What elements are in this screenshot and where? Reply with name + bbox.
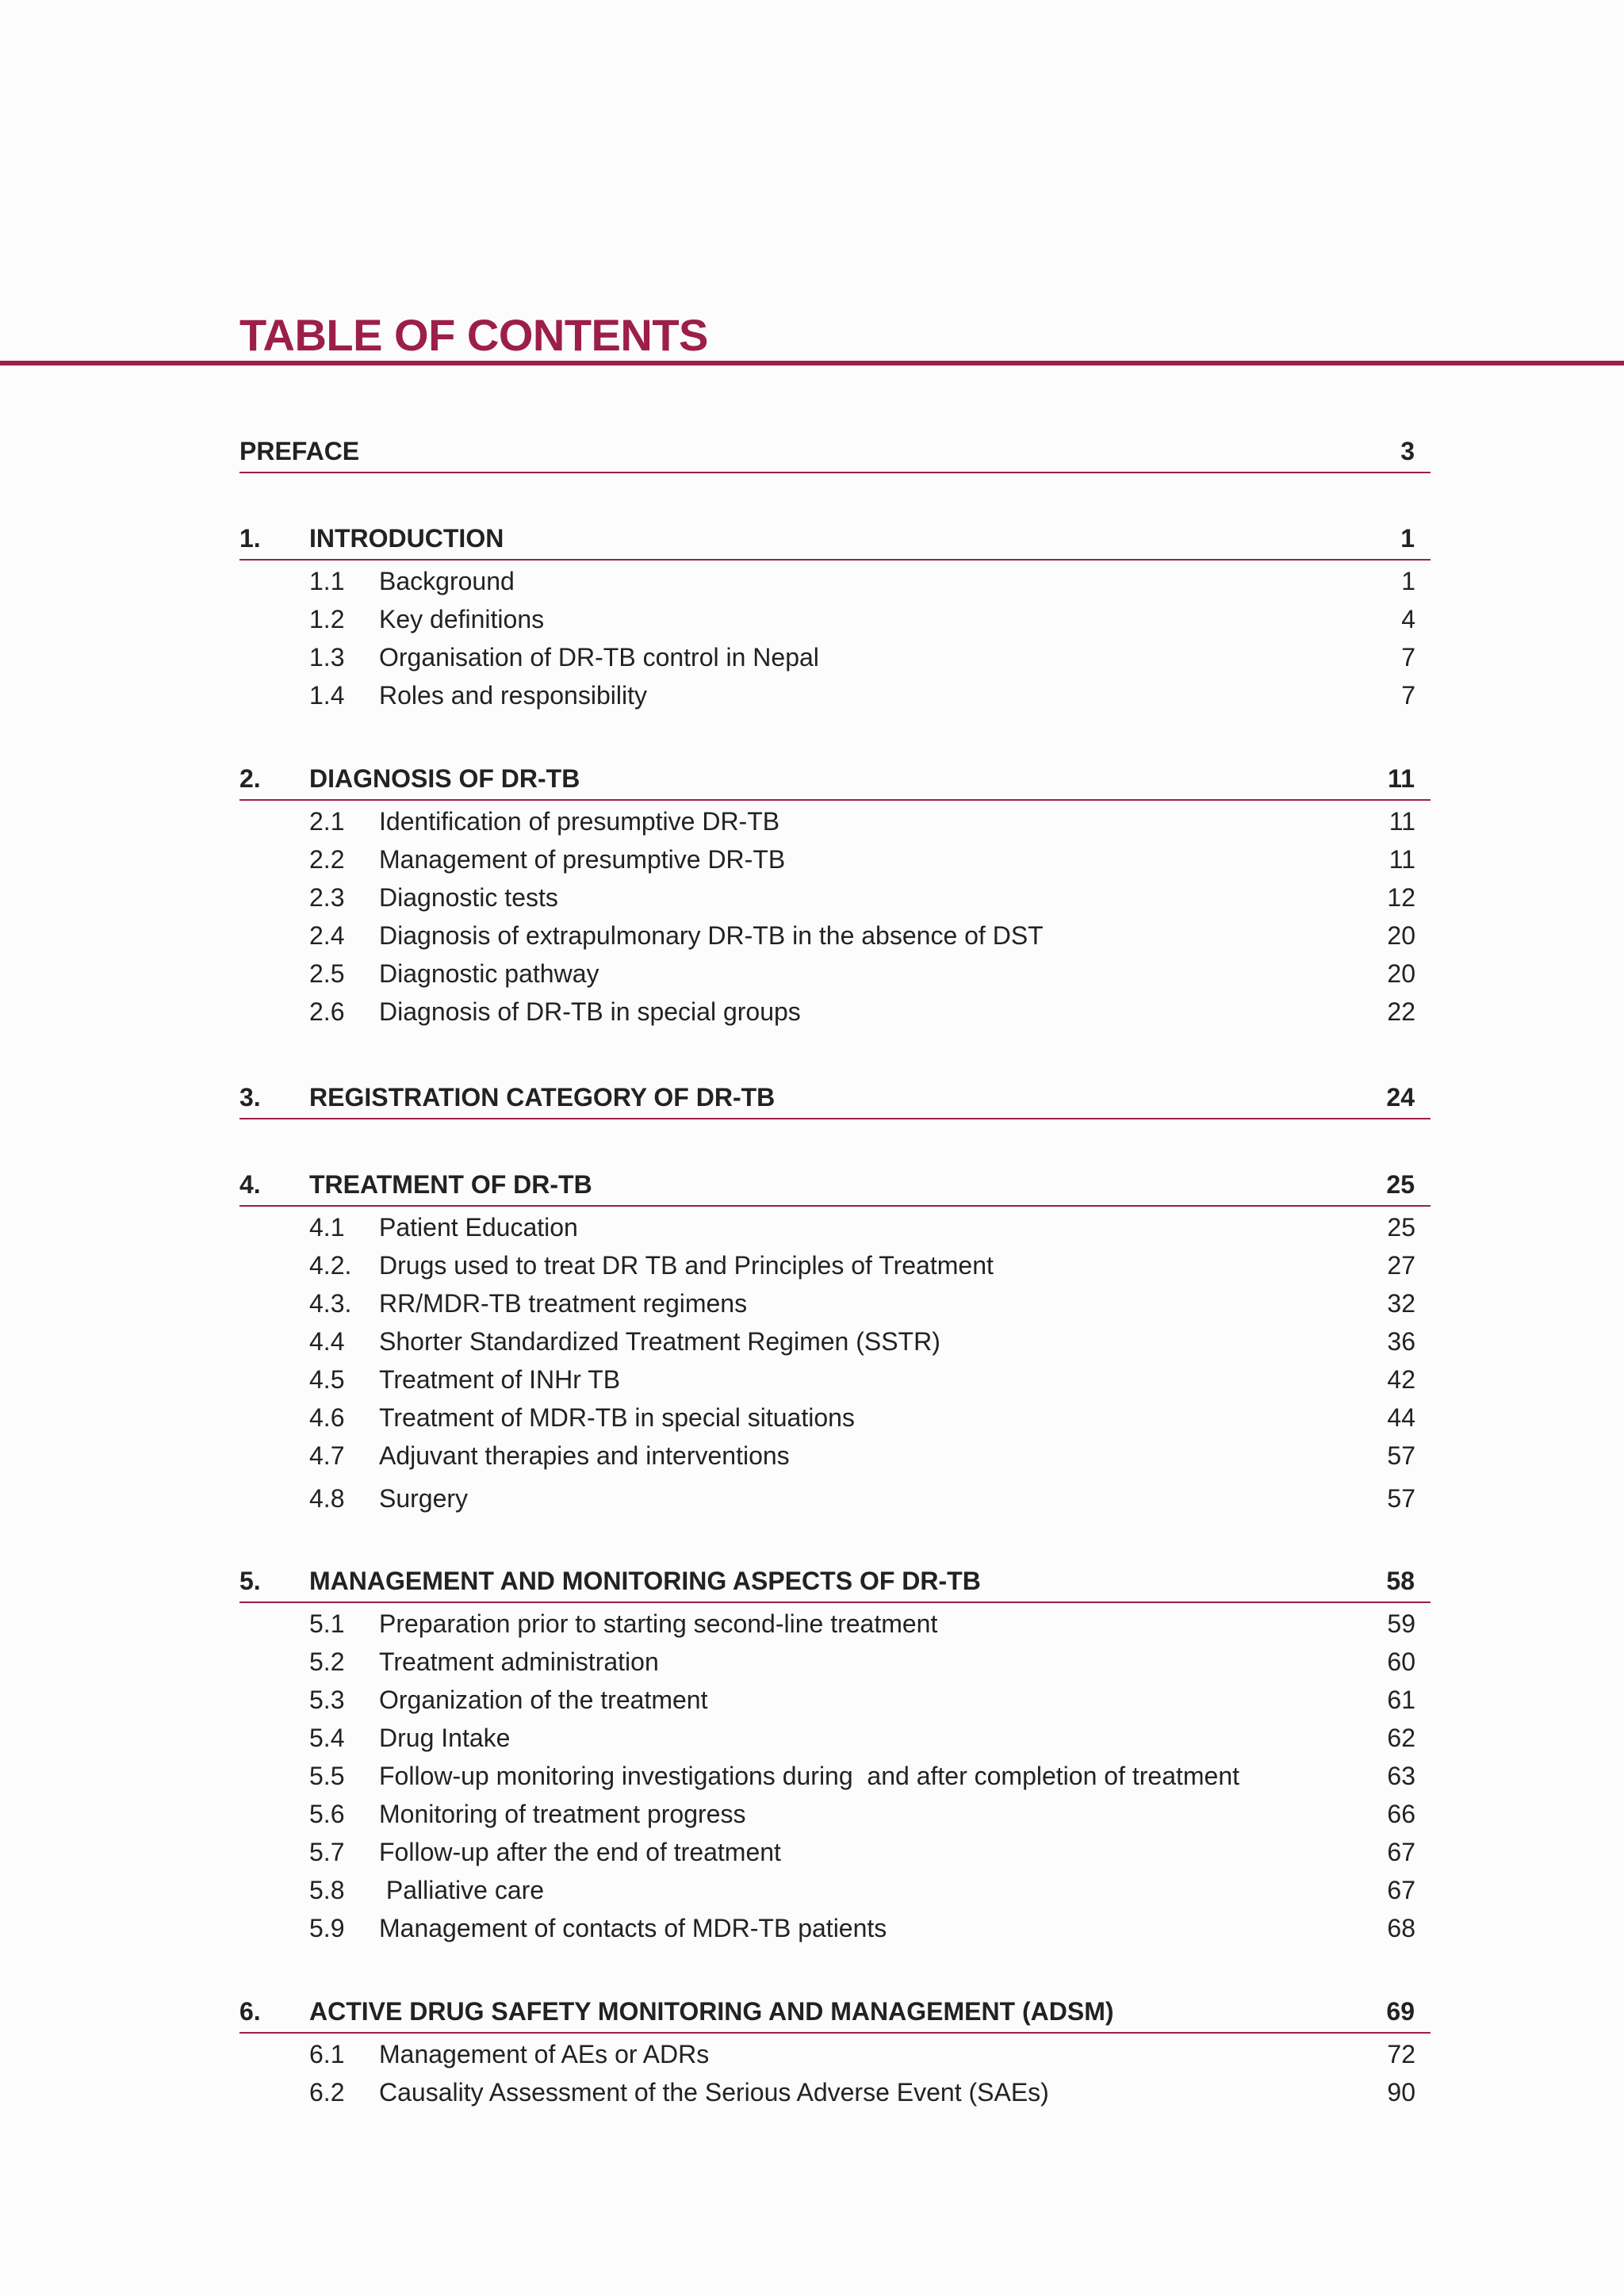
entry-number: 5.8 (309, 1876, 345, 1904)
section-title: DIAGNOSIS OF DR-TB (309, 764, 580, 793)
toc-entry-row[interactable] (0, 993, 1624, 1031)
section-number: 5. (239, 1567, 261, 1595)
entry-title: Drugs used to treat DR TB and Principles of Treatment (379, 1251, 994, 1280)
entry-number: 5.5 (309, 1762, 345, 1790)
entry-title: Palliative care (379, 1876, 545, 1904)
entry-number: 5.3 (309, 1686, 345, 1714)
toc-entry-row[interactable] (0, 562, 1624, 600)
entry-number: 4.1 (309, 1213, 345, 1242)
entry-title: Organization of the treatment (379, 1686, 708, 1714)
entry-page-number: 20 (1387, 921, 1415, 950)
entry-title: Follow-up monitoring investigations during and after completion of treatment (379, 1762, 1240, 1790)
entry-title: Patient Education (379, 1213, 578, 1242)
entry-number: 2.2 (309, 845, 345, 874)
toc-entry-row[interactable] (0, 1719, 1624, 1757)
page-number: 24 (1386, 1083, 1415, 1112)
entry-title: Diagnosis of extrapulmonary DR-TB in the absence of DST (379, 921, 1044, 950)
toc-entry-row[interactable] (0, 2073, 1624, 2111)
page-number: 25 (1386, 1170, 1415, 1199)
entry-number: 5.9 (309, 1914, 345, 1942)
page-number: 3 (1400, 437, 1415, 465)
entry-title: Management of AEs or ADRs (379, 2040, 710, 2068)
toc-entry-row[interactable] (0, 1208, 1624, 1246)
toc-entry-row[interactable] (0, 1871, 1624, 1909)
entry-title: Diagnostic pathway (379, 959, 599, 988)
entry-page-number: 20 (1387, 959, 1415, 988)
entry-number: 2.4 (309, 921, 345, 950)
toc-section (0, 1165, 1624, 1517)
entry-page-number: 4 (1401, 605, 1415, 633)
toc-entry-row[interactable] (0, 1909, 1624, 1947)
section-number: 1. (239, 524, 261, 553)
entry-page-number: 62 (1387, 1724, 1415, 1752)
entry-page-number: 59 (1387, 1609, 1415, 1638)
entry-title: Key definitions (379, 605, 545, 633)
toc-heading-row[interactable] (0, 1078, 1624, 1118)
toc-entry-row[interactable] (0, 1681, 1624, 1719)
toc-entry-row[interactable] (0, 1757, 1624, 1795)
entry-number: 1.1 (309, 567, 345, 595)
toc-section (0, 1562, 1624, 1947)
entry-number: 5.2 (309, 1647, 345, 1676)
toc-entry-row[interactable] (0, 638, 1624, 676)
entry-title: Treatment of MDR-TB in special situations (379, 1403, 855, 1432)
toc-section (0, 432, 1624, 475)
entry-number: 1.2 (309, 605, 345, 633)
section-title: MANAGEMENT AND MONITORING ASPECTS OF DR-TB (309, 1567, 981, 1595)
entry-page-number: 44 (1387, 1403, 1415, 1432)
entry-number: 2.5 (309, 959, 345, 988)
entry-page-number: 1 (1401, 567, 1415, 595)
entry-page-number: 42 (1387, 1365, 1415, 1394)
toc-entry-row[interactable] (0, 1479, 1624, 1517)
toc-entry-row[interactable] (0, 955, 1624, 993)
toc-section (0, 519, 1624, 714)
entry-page-number: 57 (1387, 1441, 1415, 1470)
toc-entry-row[interactable] (0, 1322, 1624, 1360)
entry-number: 1.4 (309, 681, 345, 710)
toc-entry-row[interactable] (0, 676, 1624, 714)
entry-number: 2.1 (309, 807, 345, 836)
entry-number: 4.6 (309, 1403, 345, 1432)
entry-page-number: 61 (1387, 1686, 1415, 1714)
entry-title: Identification of presumptive DR-TB (379, 807, 780, 836)
toc-entry-row[interactable] (0, 1833, 1624, 1871)
entry-number: 2.3 (309, 883, 345, 912)
entry-number: 4.3. (309, 1289, 352, 1318)
entry-title: Drug Intake (379, 1724, 511, 1752)
entry-number: 4.2. (309, 1251, 352, 1280)
toc-entry-row[interactable] (0, 1605, 1624, 1643)
section-number: 4. (239, 1170, 261, 1199)
entry-title: Adjuvant therapies and interventions (379, 1441, 790, 1470)
entry-title: Treatment administration (379, 1647, 659, 1676)
toc-entry-row[interactable] (0, 1795, 1624, 1833)
toc-section (0, 1992, 1624, 2111)
entry-title: Preparation prior to starting second-line treatment (379, 1609, 938, 1638)
entry-page-number: 63 (1387, 1762, 1415, 1790)
entry-number: 4.8 (309, 1484, 345, 1513)
entry-page-number: 25 (1387, 1213, 1415, 1242)
toc-entry-row[interactable] (0, 1246, 1624, 1284)
entry-page-number: 22 (1387, 997, 1415, 1026)
entry-title: Causality Assessment of the Serious Adverse Event (SAEs) (379, 2078, 1049, 2107)
section-number: 3. (239, 1083, 261, 1112)
section-title: ACTIVE DRUG SAFETY MONITORING AND MANAGEMENT (ADSM) (309, 1997, 1114, 2026)
toc-heading-row[interactable] (0, 1165, 1624, 1205)
entry-title: Management of contacts of MDR-TB patients (379, 1914, 887, 1942)
section-title: REGISTRATION CATEGORY OF DR-TB (309, 1083, 776, 1112)
page-title: TABLE OF CONTENTS (239, 310, 708, 360)
entry-page-number: 67 (1387, 1838, 1415, 1866)
entry-number: 5.6 (309, 1800, 345, 1828)
toc-entry-row[interactable] (0, 1437, 1624, 1475)
entry-number: 5.1 (309, 1609, 345, 1638)
entry-number: 2.6 (309, 997, 345, 1026)
entry-page-number: 60 (1387, 1647, 1415, 1676)
page-number: 11 (1388, 764, 1415, 793)
entry-page-number: 11 (1388, 807, 1415, 836)
section-number: 6. (239, 1997, 261, 2026)
toc-entry-row[interactable] (0, 1284, 1624, 1322)
toc-entry-row[interactable] (0, 840, 1624, 878)
entry-number: 4.7 (309, 1441, 345, 1470)
entry-number: 6.2 (309, 2078, 345, 2107)
entry-page-number: 11 (1388, 845, 1415, 874)
entry-title: Follow-up after the end of treatment (379, 1838, 781, 1866)
section-rule (239, 2032, 1431, 2034)
entry-number: 5.7 (309, 1838, 345, 1866)
entry-title: Roles and responsibility (379, 681, 647, 710)
section-rule (239, 1118, 1431, 1119)
entry-title: Monitoring of treatment progress (379, 1800, 746, 1828)
entry-title: Shorter Standardized Treatment Regimen (SSTR) (379, 1327, 940, 1356)
entry-page-number: 66 (1387, 1800, 1415, 1828)
section-rule (239, 799, 1431, 801)
toc-heading-row[interactable] (0, 760, 1624, 799)
page-number: 1 (1400, 524, 1415, 553)
entry-page-number: 36 (1387, 1327, 1415, 1356)
entry-number: 4.5 (309, 1365, 345, 1394)
toc-heading-row[interactable] (0, 1562, 1624, 1601)
toc-heading-row[interactable] (0, 519, 1624, 559)
section-title: PREFACE (239, 437, 360, 465)
toc-entry-row[interactable] (0, 802, 1624, 840)
entry-page-number: 90 (1387, 2078, 1415, 2107)
entry-title: Surgery (379, 1484, 469, 1513)
toc-section (0, 1078, 1624, 1121)
toc-entry-row[interactable] (0, 2035, 1624, 2073)
toc-section (0, 760, 1624, 1031)
entry-title: Organisation of DR-TB control in Nepal (379, 643, 819, 672)
section-title: TREATMENT OF DR-TB (309, 1170, 592, 1199)
toc-entry-row[interactable] (0, 600, 1624, 638)
toc-entry-row[interactable] (0, 1399, 1624, 1437)
toc-entry-row[interactable] (0, 916, 1624, 955)
entry-page-number: 57 (1387, 1484, 1415, 1513)
entry-title: Diagnostic tests (379, 883, 558, 912)
section-rule (239, 559, 1431, 561)
entry-page-number: 68 (1387, 1914, 1415, 1942)
toc-entry-row[interactable] (0, 1643, 1624, 1681)
entry-page-number: 32 (1387, 1289, 1415, 1318)
section-rule (239, 472, 1431, 473)
entry-title: Management of presumptive DR-TB (379, 845, 786, 874)
entry-number: 1.3 (309, 643, 345, 672)
entry-page-number: 12 (1387, 883, 1415, 912)
entry-title: Background (379, 567, 515, 595)
entry-title: RR/MDR-TB treatment regimens (379, 1289, 748, 1318)
entry-title: Treatment of INHr TB (379, 1365, 621, 1394)
entry-number: 6.1 (309, 2040, 345, 2068)
entry-page-number: 67 (1387, 1876, 1415, 1904)
entry-title: Diagnosis of DR-TB in special groups (379, 997, 801, 1026)
entry-page-number: 72 (1387, 2040, 1415, 2068)
section-number: 2. (239, 764, 261, 793)
section-rule (239, 1601, 1431, 1603)
page-number: 69 (1386, 1997, 1415, 2026)
section-rule (239, 1205, 1431, 1207)
entry-page-number: 7 (1401, 681, 1415, 710)
entry-number: 5.4 (309, 1724, 345, 1752)
entry-page-number: 7 (1401, 643, 1415, 672)
toc-entry-row[interactable] (0, 1360, 1624, 1399)
toc-heading-row[interactable] (0, 1992, 1624, 2032)
toc-entry-row[interactable] (0, 878, 1624, 916)
section-title: INTRODUCTION (309, 524, 504, 553)
toc-heading-row[interactable] (0, 432, 1624, 472)
page-number: 58 (1386, 1567, 1415, 1595)
entry-page-number: 27 (1387, 1251, 1415, 1280)
entry-number: 4.4 (309, 1327, 345, 1356)
